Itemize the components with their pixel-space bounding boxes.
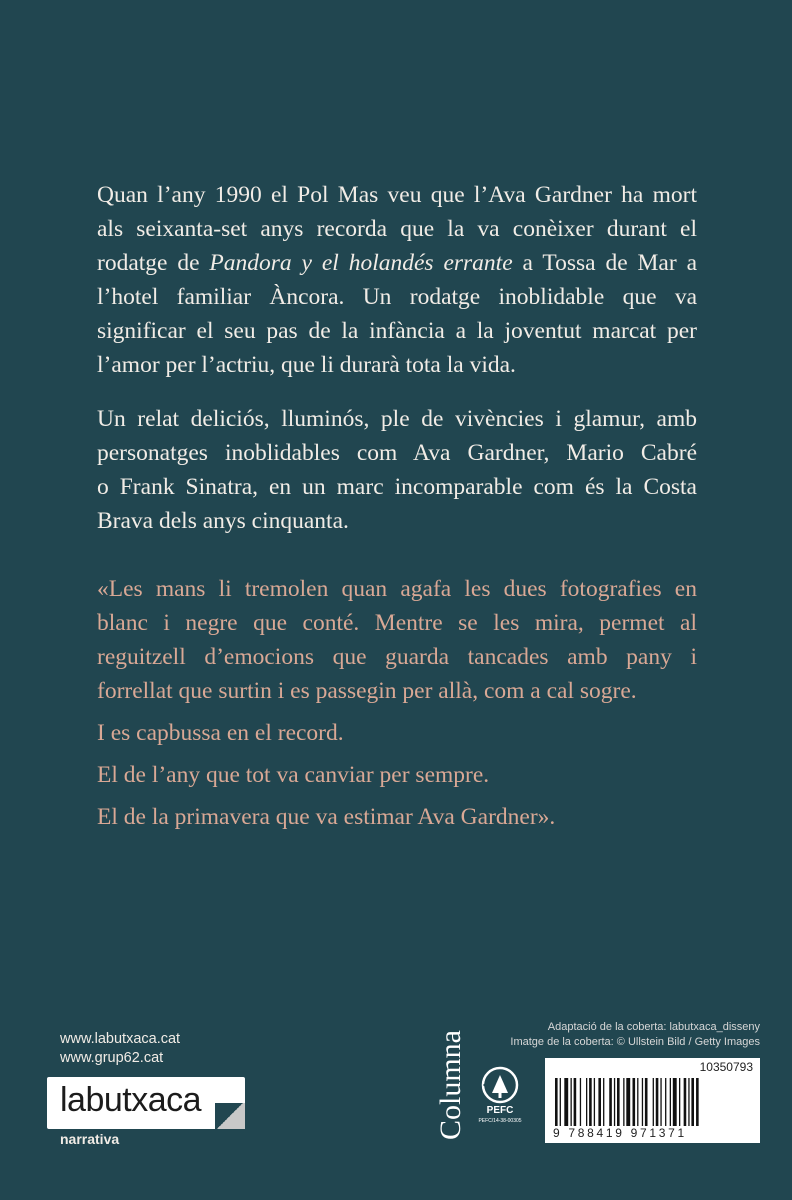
- text-line: als seixanta-set anys recorda que la va conèixer durant el: [97, 216, 697, 242]
- text-line: El de l’any que tot va canviar per sempre.: [97, 762, 490, 788]
- text-line: [97, 246, 697, 280]
- cover-credits: [505, 1020, 760, 1050]
- text-line: significar el seu pas de la infància a la joventut marcat per: [97, 318, 697, 344]
- blurb-paragraph-1: [97, 178, 697, 382]
- reference-number: 10350793: [699, 1060, 753, 1074]
- text-fragment: a Tossa de Mar a: [512, 250, 698, 276]
- barcode-bars: [553, 1078, 753, 1126]
- text-line: «Les mans li tremolen quan agafa les dues fotografies en: [97, 576, 697, 602]
- page-curl-icon: [215, 1103, 245, 1129]
- quote-line: [97, 716, 697, 750]
- text-line: Quan l’any 1990 el Pol Mas veu que l’Ava Gardner ha mort: [97, 182, 697, 208]
- excerpt-quote: [97, 572, 697, 842]
- labutxaca-url[interactable]: www.labutxaca.cat: [60, 1031, 181, 1047]
- pefc-code: PEFC/14-38-00305: [478, 1118, 522, 1124]
- labutxaca-logo: [47, 1077, 245, 1129]
- pefc-label: PEFC: [486, 1105, 514, 1116]
- quote-line: [97, 800, 697, 834]
- text-line: o Frank Sinatra, en un marc incomparable com és la Costa: [97, 474, 697, 500]
- text-line: Brava dels anys cinquanta.: [97, 508, 349, 534]
- film-title: Pandora y el holandés errante: [209, 250, 513, 276]
- text-fragment: rodatge de: [97, 250, 210, 276]
- text-line: Un relat deliciós, lluminós, ple de vivències i glamur, amb: [97, 406, 697, 432]
- barcode: [545, 1058, 760, 1143]
- text-line: El de la primavera que va estimar Ava Gardner».: [97, 804, 556, 830]
- collection-label: narrativa: [60, 1131, 120, 1147]
- text-line: l’amor per l’actriu, que li durarà tota la vida.: [97, 352, 516, 378]
- text-line: l’hotel familiar Àncora. Un rodatge inoblidable que va: [97, 284, 697, 310]
- pefc-certification: [470, 1065, 530, 1135]
- blurb: [97, 178, 697, 558]
- text-line: forrellat que surtin i es passegin per allà, com a cal sogre.: [97, 678, 637, 704]
- publisher-logo: [434, 1005, 467, 1165]
- logo-text: labutxaca: [60, 1081, 202, 1119]
- text-line: personatges inoblidables com Ava Gardner, Mario Cabré: [97, 440, 697, 466]
- quote-paragraph-1: [97, 572, 697, 708]
- text-line: blanc i negre que conté. Mentre se les mira, permet al: [97, 610, 697, 636]
- cover-image-credit: Imatge de la coberta: © Ullstein Bild / Getty Images: [510, 1036, 760, 1048]
- isbn-number: 9 788419 971371: [553, 1126, 687, 1140]
- cover-design-credit: Adaptació de la coberta: labutxaca_disseny: [547, 1021, 760, 1033]
- quote-line: [97, 758, 697, 792]
- text-line: reguitzell d’emocions que guarda tancades amb pany i: [97, 644, 697, 670]
- pefc-tree-icon: [470, 1065, 530, 1105]
- website-links: [60, 1030, 180, 1068]
- publisher-name: Columna: [434, 1030, 467, 1140]
- grup62-url[interactable]: www.grup62.cat: [60, 1050, 164, 1066]
- blurb-paragraph-2: [97, 402, 697, 538]
- text-line: I es capbussa en el record.: [97, 720, 344, 746]
